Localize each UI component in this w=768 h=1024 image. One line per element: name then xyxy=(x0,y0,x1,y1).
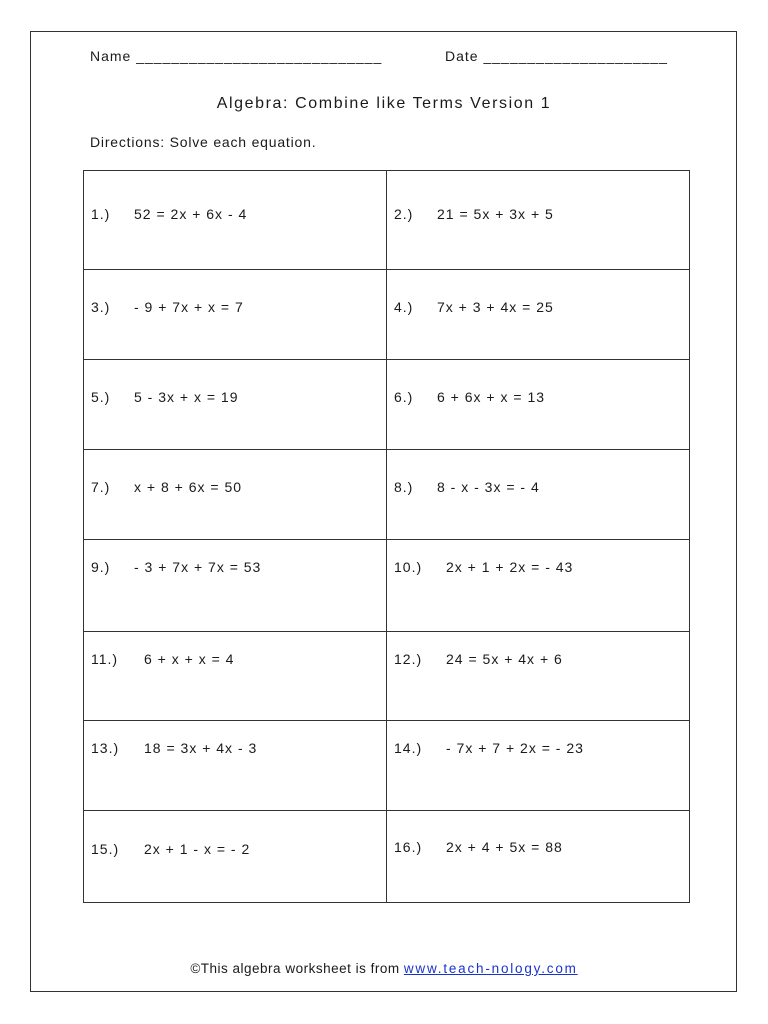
problem-cell xyxy=(387,540,690,632)
problem-3 xyxy=(84,270,386,315)
problem-13 xyxy=(84,721,386,756)
problem-4 xyxy=(387,270,689,315)
problem-equation: x + 8 + 6x = 50 xyxy=(134,479,243,495)
problem-number: 10.) xyxy=(394,559,423,575)
problem-equation: 8 - x - 3x = - 4 xyxy=(437,479,540,495)
problem-number: 4.) xyxy=(394,299,414,315)
problem-number: 11.) xyxy=(91,651,119,667)
problem-equation: 6 + x + x = 4 xyxy=(144,651,235,667)
problem-1 xyxy=(84,171,386,222)
problem-row xyxy=(84,450,690,540)
footer-credit: ©This algebra worksheet is from xyxy=(190,961,404,976)
problem-equation: 2x + 1 - x = - 2 xyxy=(144,841,251,857)
problem-14 xyxy=(387,721,689,756)
problem-8 xyxy=(387,450,689,495)
problem-number: 2.) xyxy=(394,206,414,222)
problem-cell xyxy=(387,632,690,721)
name-field-label: Name ____________________________ xyxy=(90,48,383,64)
problem-number: 3.) xyxy=(91,299,111,315)
problem-equation: 7x + 3 + 4x = 25 xyxy=(437,299,554,315)
problem-9 xyxy=(84,540,386,575)
problem-cell xyxy=(387,450,690,540)
problem-cell xyxy=(84,632,387,721)
problem-equation: 5 - 3x + x = 19 xyxy=(134,389,239,405)
problem-5 xyxy=(84,360,386,405)
problem-row xyxy=(84,811,690,903)
problem-number: 7.) xyxy=(91,479,111,495)
problem-10 xyxy=(387,540,689,575)
problem-equation: 24 = 5x + 4x + 6 xyxy=(446,651,563,667)
problem-number: 15.) xyxy=(91,841,120,857)
problem-row xyxy=(84,360,690,450)
problem-number: 8.) xyxy=(394,479,414,495)
problem-equation: 2x + 1 + 2x = - 43 xyxy=(446,559,574,575)
problem-cell xyxy=(84,811,387,903)
worksheet-title: Algebra: Combine like Terms Version 1 xyxy=(216,95,552,112)
problem-equation: - 3 + 7x + 7x = 53 xyxy=(134,559,262,575)
problem-row xyxy=(84,632,690,721)
problem-row xyxy=(84,721,690,811)
problem-16 xyxy=(387,811,689,855)
problem-7 xyxy=(84,450,386,495)
problem-cell xyxy=(387,811,690,903)
problem-number: 16.) xyxy=(394,839,423,855)
problem-row xyxy=(84,270,690,360)
date-field-label: Date _____________________ xyxy=(445,48,668,64)
teach-nology-link[interactable]: www.teach-nology.com xyxy=(403,961,578,976)
problem-number: 5.) xyxy=(91,389,111,405)
problem-cell xyxy=(387,360,690,450)
problem-cell xyxy=(84,721,387,811)
problem-equation: 18 = 3x + 4x - 3 xyxy=(144,740,258,756)
problem-equation: 6 + 6x + x = 13 xyxy=(437,389,546,405)
problem-cell xyxy=(84,450,387,540)
directions-text: Directions: Solve each equation. xyxy=(90,134,317,150)
problem-cell xyxy=(84,171,387,270)
problem-cell xyxy=(387,171,690,270)
problem-cell xyxy=(84,360,387,450)
problem-number: 9.) xyxy=(91,559,111,575)
problem-equation: - 9 + 7x + x = 7 xyxy=(134,299,244,315)
footer xyxy=(0,961,768,976)
problem-11 xyxy=(84,632,386,667)
problem-2 xyxy=(387,171,689,222)
problem-15 xyxy=(84,811,386,857)
problem-cell xyxy=(387,721,690,811)
problem-equation: - 7x + 7 + 2x = - 23 xyxy=(446,740,584,756)
problem-number: 6.) xyxy=(394,389,414,405)
problem-cell xyxy=(84,270,387,360)
problem-number: 13.) xyxy=(91,740,120,756)
problem-equation: 21 = 5x + 3x + 5 xyxy=(437,206,554,222)
problem-cell xyxy=(84,540,387,632)
problem-grid xyxy=(83,170,690,903)
problem-cell xyxy=(387,270,690,360)
problem-number: 14.) xyxy=(394,740,423,756)
problem-6 xyxy=(387,360,689,405)
problem-12 xyxy=(387,632,689,667)
problem-number: 1.) xyxy=(91,206,111,222)
problem-row xyxy=(84,540,690,632)
problem-equation: 2x + 4 + 5x = 88 xyxy=(446,839,563,855)
problem-number: 12.) xyxy=(394,651,423,667)
problem-row xyxy=(84,171,690,270)
problem-equation: 52 = 2x + 6x - 4 xyxy=(134,206,248,222)
